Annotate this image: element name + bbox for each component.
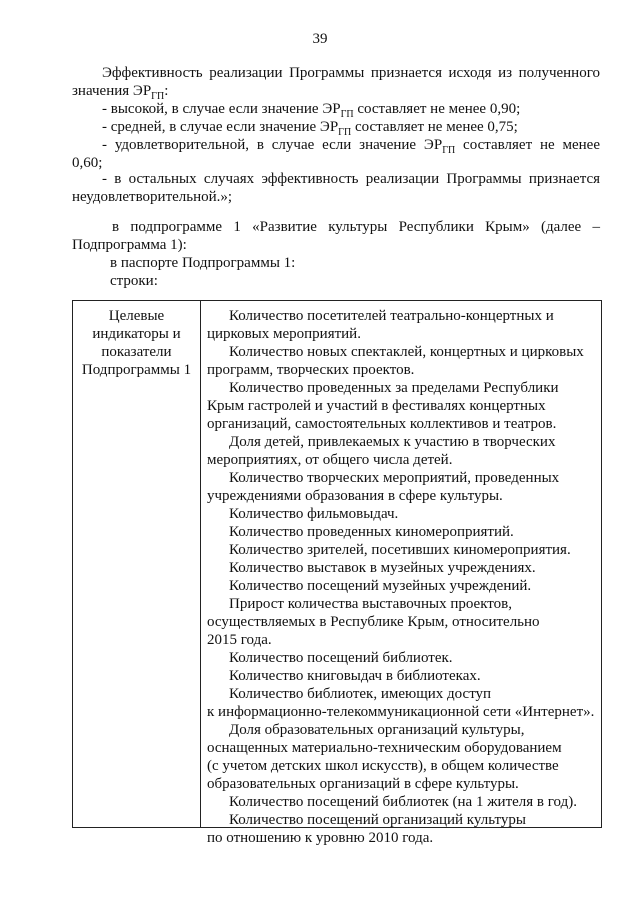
indicator-item: [207, 379, 597, 433]
indicator-cont-line: мероприятиях, от общего числа детей.: [207, 452, 453, 468]
indicator-first-line: Количество посещений музейных учреждений.: [229, 578, 532, 594]
criterion-satisfactory: - удовлетворительной, в случае если значение $ЭР_{ГП}$ составляет не менее: [102, 137, 601, 156]
indicator-first-line: Количество новых спектаклей, концертных и цирковых: [229, 344, 584, 360]
indicator-first-line: Количество проведенных за пределами Республики: [229, 380, 559, 396]
left-cell-line: показатели: [101, 344, 172, 360]
indicator-cont-line: образовательных организаций в сфере культуры.: [207, 776, 519, 792]
indicator-cont-line: к информационно-телекоммуникационной сети «Интернет».: [207, 704, 595, 720]
indicator-item: [207, 811, 597, 847]
indicator-item: [207, 505, 597, 523]
indicator-cont-line: цирковых мероприятий.: [207, 326, 361, 342]
else-clause-line-2: неудовлетворительной.»;: [72, 189, 233, 205]
indicator-cont-line: осуществляемых в Республике Крым, относительно: [207, 614, 540, 630]
indicator-first-line: Количество проведенных киномероприятий.: [229, 524, 514, 540]
indicator-first-line: Количество выставок в музейных учреждениях.: [229, 560, 536, 576]
indicator-cont-line: Крым гастролей и участий в фестивалях концертных: [207, 398, 546, 414]
indicator-cont-line: (с учетом детских школ искусств), в общем количестве: [207, 758, 559, 774]
indicator-item: [207, 577, 597, 595]
indicator-cont-line: по отношению к уровню 2010 года.: [207, 830, 434, 846]
indicator-cont-line: оснащенных материально-техническим оборудованием: [207, 740, 562, 756]
left-cell-line: индикаторы и: [92, 326, 181, 342]
rows-label: строки:: [110, 273, 158, 289]
indicator-item: [207, 559, 597, 577]
indicator-item: [207, 595, 597, 649]
indicator-item: [207, 793, 597, 811]
indicator-item: [207, 433, 597, 469]
indicator-first-line: Количество посетителей театрально-концертных и: [229, 308, 554, 324]
indicator-first-line: Количество фильмовыдач.: [229, 506, 399, 522]
indicator-item: [207, 721, 597, 793]
indicator-first-line: Прирост количества выставочных проектов,: [229, 596, 512, 612]
indicator-first-line: Количество творческих мероприятий, проведенных: [229, 470, 560, 486]
indicator-first-line: Количество библиотек, имеющих доступ: [229, 686, 492, 702]
indicator-item: [207, 649, 597, 667]
indicator-first-line: Количество книговыдач в библиотеках.: [229, 668, 481, 684]
subprogram-line-2: Подпрограмма 1):: [72, 237, 187, 253]
table-right-cell: [201, 301, 601, 846]
subprogram-line-1: в подпрограмме 1 «Развитие культуры Республики Крым» (далее –: [112, 219, 600, 235]
indicator-cont-line: учреждениями образования в сфере культуры.: [207, 488, 503, 504]
page-number: 39: [312, 31, 328, 47]
indicator-cont-line: 2015 года.: [207, 632, 272, 648]
indicators-table: [72, 300, 602, 846]
left-cell-line: Подпрограммы 1: [81, 362, 192, 378]
indicator-item: [207, 469, 597, 505]
intro-line-2: значения $ЭР_{ГП}$:: [72, 83, 169, 102]
indicator-item: [207, 307, 597, 343]
else-clause-line-1: - в остальных случаях эффективность реализации Программы признается: [102, 171, 600, 187]
indicator-first-line: Количество посещений библиотек.: [229, 650, 453, 666]
indicator-cont-line: организаций, самостоятельных коллективов и театров.: [207, 416, 557, 432]
passport-line: в паспорте Подпрограммы 1:: [110, 255, 296, 271]
indicator-item: [207, 667, 597, 685]
indicator-item: [207, 685, 597, 721]
indicator-first-line: Количество посещений библиотек (на 1 жителя в год).: [229, 794, 577, 810]
left-cell-line: Целевые: [108, 308, 165, 324]
table-left-cell: [73, 301, 201, 827]
criterion-high: - высокой, в случае если значение $ЭР_{ГП}$ составляет не менее 0,90;: [102, 101, 521, 120]
indicator-first-line: Доля образовательных организаций культуры,: [229, 722, 525, 738]
indicator-item: [207, 343, 597, 379]
indicator-first-line: Доля детей, привлекаемых к участию в творческих: [229, 434, 556, 450]
intro-line-1: Эффективность реализации Программы признается исходя из полученного: [102, 65, 600, 81]
criterion-satisfactory-cont: 0,60;: [72, 155, 103, 171]
indicator-item: [207, 541, 597, 559]
indicator-cont-line: программ, творческих проектов.: [207, 362, 415, 378]
indicator-first-line: Количество посещений организаций культуры: [229, 812, 526, 828]
indicator-first-line: Количество зрителей, посетивших киномероприятия.: [229, 542, 571, 558]
criterion-medium: - средней, в случае если значение $ЭР_{ГП}$ составляет не менее 0,75;: [102, 119, 518, 138]
indicator-item: [207, 523, 597, 541]
